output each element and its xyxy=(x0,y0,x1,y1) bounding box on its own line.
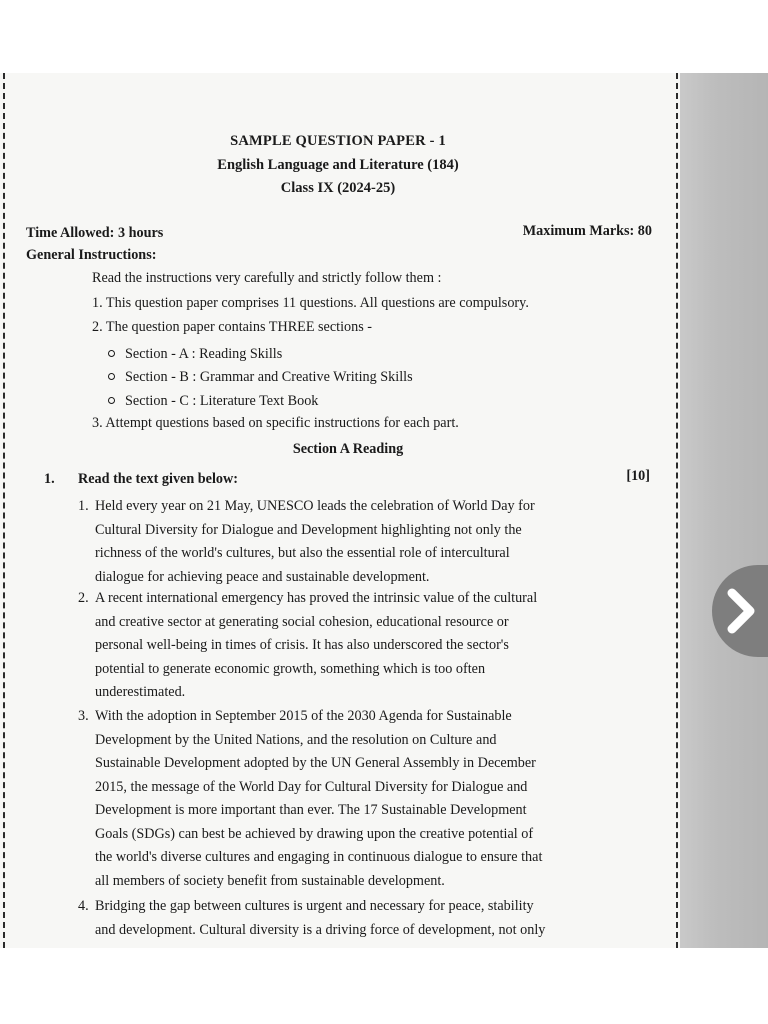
passage-line: Bridging the gap between cultures is urgent and necessary for peace, stability xyxy=(95,898,534,914)
question-marks: [10] xyxy=(626,468,650,484)
instruction-item-2: 2. The question paper contains THREE sections - xyxy=(92,319,373,335)
passage-line: A recent international emergency has proved the intrinsic value of the cultural xyxy=(95,590,538,606)
passage-paragraph-4 xyxy=(78,895,638,942)
section-list-item xyxy=(108,393,318,410)
maximum-marks: Maximum Marks: 80 xyxy=(522,223,652,239)
section-list-item xyxy=(108,369,413,386)
section-a-title: Section A Reading xyxy=(292,441,404,457)
right-border-dashes xyxy=(676,73,678,948)
passage-line: underestimated. xyxy=(95,684,186,700)
question-prompt: Read the text given below: xyxy=(78,471,238,487)
passage-line: Held every year on 21 May, UNESCO leads the celebration of World Day for xyxy=(95,498,535,514)
passage-line: Development is more important than ever. The 17 Sustainable Development xyxy=(95,802,527,818)
passage-line: richness of the world's cultures, but also the essential role of intercultural xyxy=(95,545,510,561)
paragraph-number: 1. xyxy=(78,498,89,514)
passage-line: dialogue for achieving peace and sustainable development. xyxy=(95,568,430,585)
passage-line: With the adoption in September 2015 of the 2030 Agenda for Sustainable xyxy=(95,708,512,724)
passage-line: the world's diverse cultures and engaging in continuous dialogue to ensure that xyxy=(95,849,543,865)
question-number: 1. xyxy=(44,471,55,487)
section-list-label: Section - C : Literature Text Book xyxy=(125,393,319,409)
passage-line: personal well-being in times of crisis. It has also underscored the sector's xyxy=(95,637,509,653)
passage-line: potential to generate economic growth, something which is too often xyxy=(95,660,486,677)
passage-line: Cultural Diversity for Dialogue and Development highlighting not only the xyxy=(95,521,522,538)
time-allowed: Time Allowed: 3 hours xyxy=(26,225,164,241)
passage-line: Goals (SDGs) can best be achieved by drawing upon the creative potential of xyxy=(95,825,534,842)
paper-title: SAMPLE QUESTION PAPER - 1 xyxy=(230,133,446,149)
section-list-item xyxy=(108,346,282,363)
passage-line: and development. Cultural diversity is a driving force of development, not only xyxy=(95,921,546,938)
bullet-icon xyxy=(108,373,115,380)
passage-paragraph-2 xyxy=(78,587,638,705)
passage-paragraph-1 xyxy=(78,495,638,589)
section-list-label: Section - A : Reading Skills xyxy=(125,346,283,362)
viewer-side-panel xyxy=(680,73,768,948)
passage-line: Development by the United Nations, and the resolution on Culture and xyxy=(95,731,497,748)
passage-line: and creative sector at generating social cohesion, educational resource or xyxy=(95,613,509,630)
instruction-item-3: 3. Attempt questions based on specific instructions for each part. xyxy=(92,415,459,431)
document-page-image xyxy=(0,73,768,948)
instruction-item-1: 1. This question paper comprises 11 questions. All questions are compulsory. xyxy=(92,295,529,311)
bullet-icon xyxy=(108,350,115,357)
passage-line: all members of society benefit from sustainable development. xyxy=(95,872,445,889)
bullet-icon xyxy=(108,397,115,404)
passage-line: Sustainable Development adopted by the UN General Assembly in December xyxy=(95,755,536,771)
passage-paragraph-3 xyxy=(78,705,638,893)
question-paper xyxy=(0,73,676,948)
paragraph-number: 4. xyxy=(78,898,89,914)
general-instructions-heading: General Instructions: xyxy=(26,247,157,263)
instructions-intro: Read the instructions very carefully and strictly follow them : xyxy=(92,270,442,286)
chevron-right-icon xyxy=(724,587,760,635)
section-list-label: Section - B : Grammar and Creative Writing Skills xyxy=(125,369,413,385)
passage-line: 2015, the message of the World Day for Cultural Diversity for Dialogue and xyxy=(95,778,528,795)
paper-class: Class IX (2024-25) xyxy=(280,180,396,196)
paragraph-number: 3. xyxy=(78,708,89,724)
paragraph-number: 2. xyxy=(78,590,89,606)
paper-subject: English Language and Literature (184) xyxy=(217,157,459,173)
